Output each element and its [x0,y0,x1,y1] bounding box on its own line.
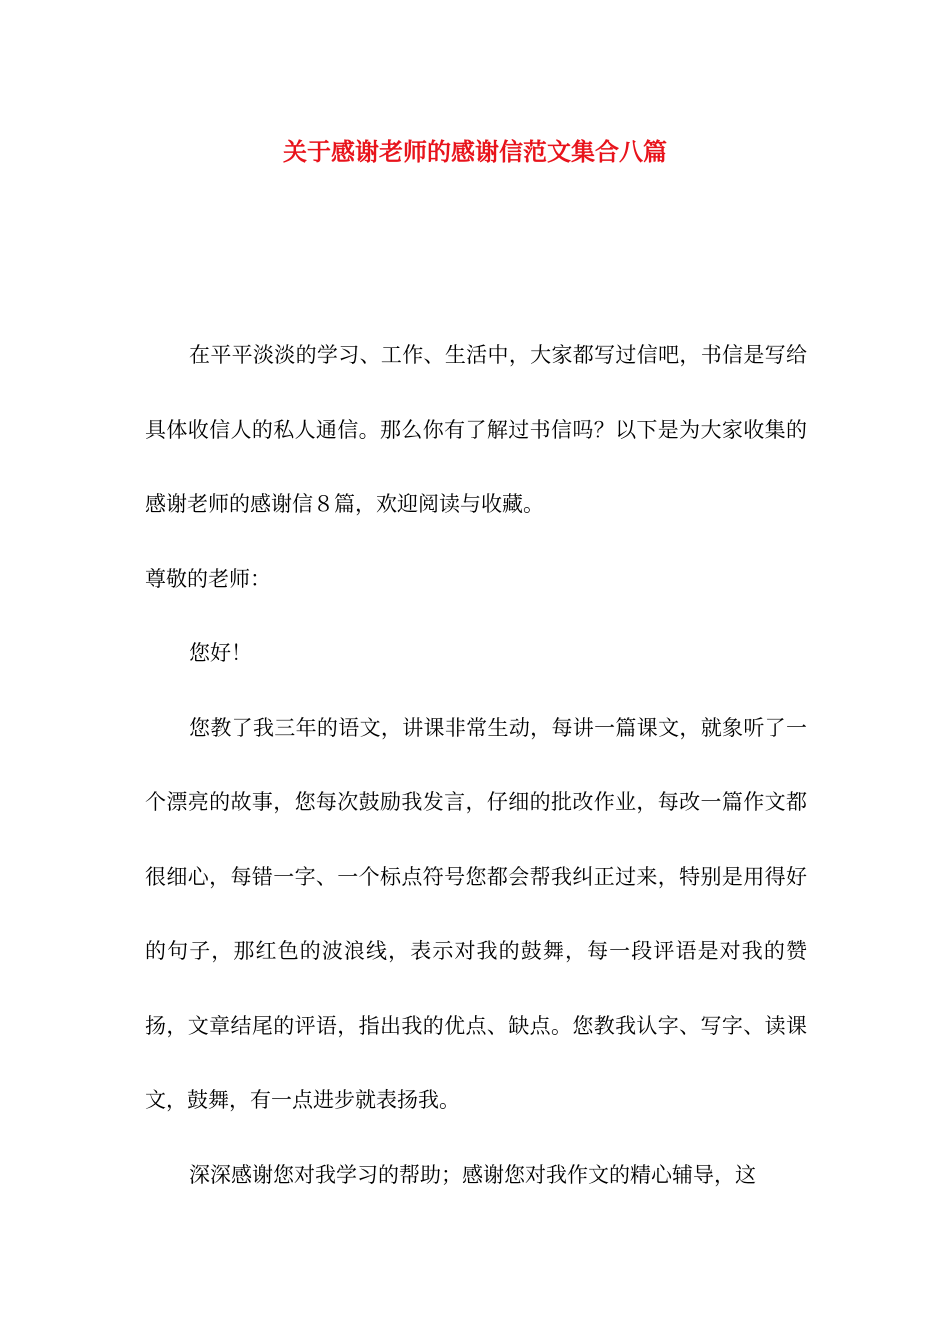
letter-paragraph: 深深感谢您对我学习的帮助；感谢您对我作文的精心辅导，这 [189,1162,756,1187]
salutation: 尊敬的老师： [145,566,271,591]
document-body [145,318,807,1212]
letter-paragraph: 您教了我三年的语文，讲课非常生动，每讲一篇课文，就象听了一个漂亮的故事，您每次鼓励我发言，仔细的批改作业，每改一篇作文都很细心，每错一字、一个标点符号您都会帮我纠正过来，特别是用得好的句子，那红色的波浪线，表示对我的鼓舞，每一段评语是对我的赞扬，文章结尾的评语，指出我的优点、缺点。您教我认字、写字、读课文，鼓舞，有一点进步就表扬我。 [145,715,807,1112]
greeting: 您好！ [189,641,252,665]
document-title: 关于感谢老师的感谢信范文集合八篇 [283,137,667,166]
intro-paragraph: 在平平淡淡的学习、工作、生活中，大家都写过信吧，书信是写给具体收信人的私人通信。那么你有了解过书信吗？以下是为大家收集的感谢老师的感谢信８篇，欢迎阅读与收藏。 [145,343,807,516]
